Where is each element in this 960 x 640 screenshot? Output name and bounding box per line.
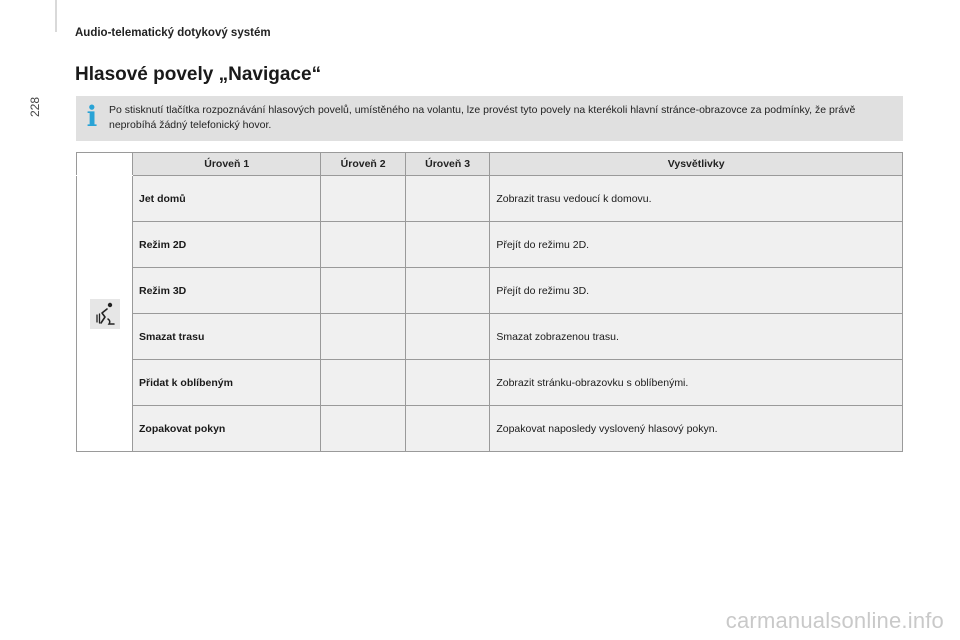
running-header: Audio-telematický dotykový systém: [75, 27, 271, 39]
row-level1: Smazat trasu: [133, 314, 321, 360]
row-level2: [321, 176, 405, 222]
voice-command-table: [76, 152, 903, 452]
info-text: Po stisknutí tlačítka rozpoznávání hlasových povelů, umístěného na volantu, lze provést tyto povely na kterékoli hlavní stránce-obrazovce za podmínky, že právě neprobíhá žádný telefonický hovor.: [109, 104, 856, 131]
table-row: [77, 222, 903, 268]
info-icon: i: [86, 100, 98, 133]
table-header-level2: Úroveň 2: [321, 153, 405, 176]
row-level2: [321, 360, 405, 406]
row-explanation: Zopakovat naposledy vyslovený hlasový pokyn.: [490, 406, 903, 452]
row-explanation: Zobrazit trasu vedoucí k domovu.: [490, 176, 903, 222]
row-level1: Jet domů: [133, 176, 321, 222]
table-row: [77, 268, 903, 314]
watermark: carmanualsonline.info: [725, 608, 944, 633]
row-level1: Zopakovat pokyn: [133, 406, 321, 452]
page-number-container: [28, 87, 48, 117]
table-header-level1: Úroveň 1: [133, 153, 321, 176]
table-row: [77, 176, 903, 222]
row-explanation: Zobrazit stránku-obrazovku s oblíbenými.: [490, 360, 903, 406]
table-row: [77, 314, 903, 360]
voice-command-icon-cell: [77, 176, 133, 452]
row-level3: [405, 406, 489, 452]
row-level2: [321, 314, 405, 360]
row-level2: [321, 406, 405, 452]
table-row: [77, 406, 903, 452]
section-title: Hlasové povely „Navigace“: [75, 64, 322, 85]
margin-rule: [55, 0, 57, 32]
row-level3: [405, 360, 489, 406]
info-box: [76, 96, 903, 141]
row-level2: [321, 268, 405, 314]
row-explanation: Přejít do režimu 2D.: [490, 222, 903, 268]
page-number: 228: [28, 96, 42, 117]
row-level3: [405, 314, 489, 360]
row-level3: [405, 176, 489, 222]
row-explanation: Přejít do režimu 3D.: [490, 268, 903, 314]
row-level3: [405, 268, 489, 314]
row-explanation: Smazat zobrazenou trasu.: [490, 314, 903, 360]
row-level1: Režim 2D: [133, 222, 321, 268]
table-header-row: [77, 153, 903, 176]
table-header-explanation: Vysvětlivky: [490, 153, 903, 176]
table-row: [77, 360, 903, 406]
voice-command-icon: [90, 299, 120, 329]
table-header-level3: Úroveň 3: [405, 153, 489, 176]
row-level3: [405, 222, 489, 268]
table-header-icon-column: [77, 153, 133, 176]
row-level2: [321, 222, 405, 268]
row-level1: Režim 3D: [133, 268, 321, 314]
row-level1: Přidat k oblíbeným: [133, 360, 321, 406]
